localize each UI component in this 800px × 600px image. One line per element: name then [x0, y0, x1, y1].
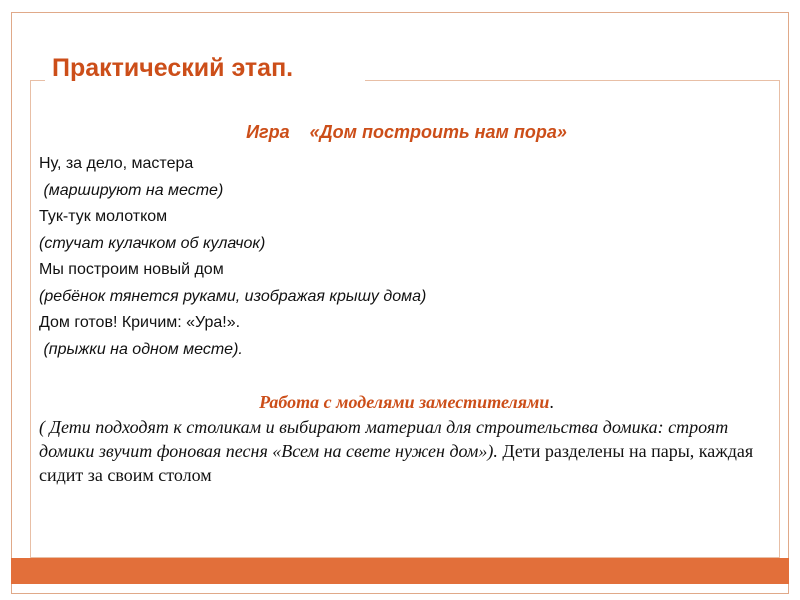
poem-line: Ну, за дело, мастера	[39, 155, 194, 172]
spacer	[39, 363, 774, 389]
game-title: Игра «Дом построить нам пора»	[246, 122, 567, 142]
poem-line: Тук-тук молотком	[39, 208, 168, 225]
poem-line: (стучат кулачком об кулачок)	[39, 234, 266, 252]
poem-line: (прыжки на одном месте).	[39, 340, 243, 358]
slide-title: Практический этап.	[52, 54, 294, 82]
section-title-text: Работа с моделями заместителями	[259, 392, 550, 412]
activity-paragraph-italic: ( Дети подходят к столикам и выбирают материал для строительства домика: строят домики звучит фоновая песня «Всем на свете нужен дом»).	[39, 417, 729, 461]
poem-line: Мы построим новый дом	[39, 261, 224, 278]
activity-paragraph-normal: Дети разделены на пары, каждая сидит за своим столом	[39, 441, 754, 485]
activity-paragraph	[39, 415, 774, 487]
poem	[39, 151, 774, 363]
poem-line: Дом готов! Кричим: «Ура!».	[39, 314, 241, 331]
poem-line: (ребёнок тянется руками, изображая крышу дома)	[39, 287, 427, 305]
section-title	[39, 389, 774, 415]
slide-content	[39, 121, 774, 487]
section-title-punctuation: .	[549, 392, 554, 412]
poem-line: (маршируют на месте)	[39, 181, 224, 199]
bottom-accent-bar	[11, 558, 789, 584]
